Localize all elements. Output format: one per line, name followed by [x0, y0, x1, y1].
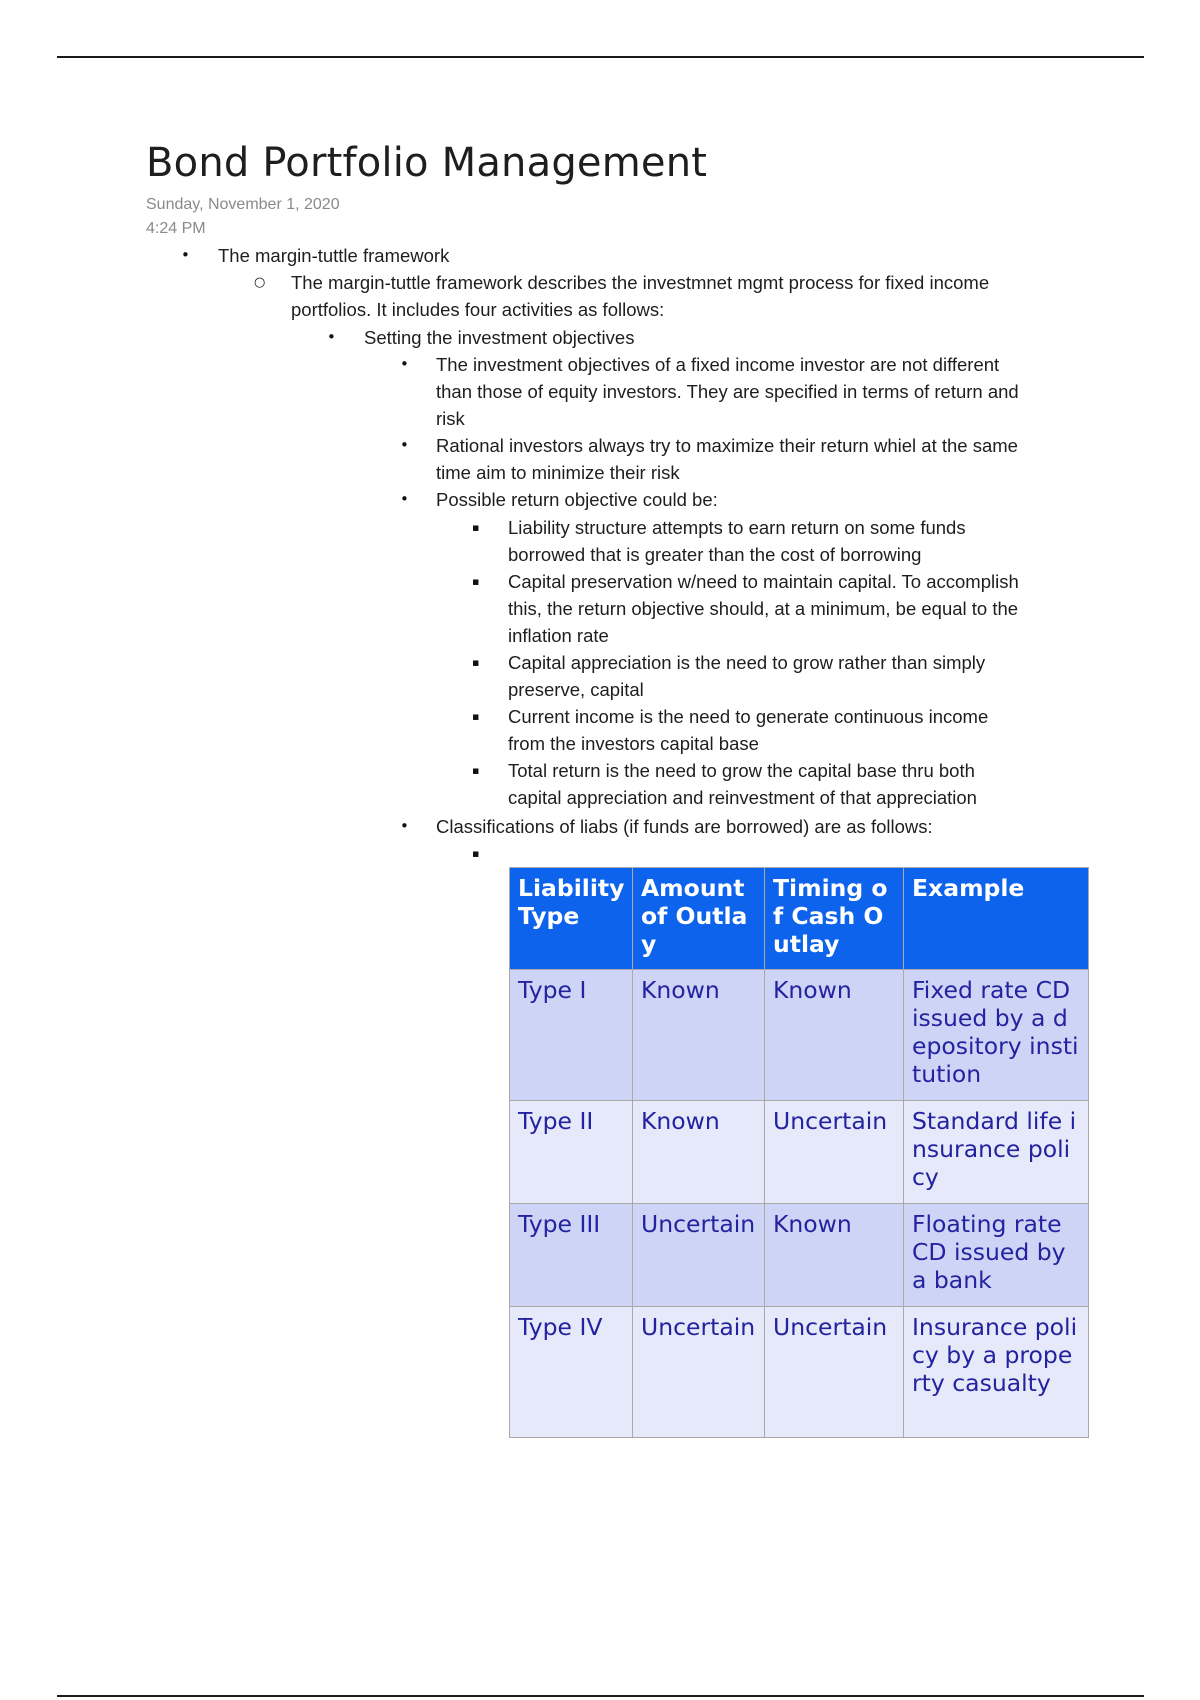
table-row [510, 970, 1089, 1101]
outline-line: Total return is the need to grow the capital base thru both [508, 760, 975, 781]
outline-line: Capital preservation w/need to maintain capital. To accomplish [508, 571, 1019, 592]
outline-item-framework [181, 242, 450, 269]
bottom-rule [57, 1695, 1144, 1697]
header-amount-of-outlay: Amount of Outlay [633, 868, 765, 970]
header-example: Example [904, 868, 1089, 970]
outline-line: risk [436, 408, 465, 429]
outline-line: The investment objectives of a fixed income investor are not different [436, 354, 1000, 375]
cell-liability-type: Type III [510, 1204, 633, 1307]
bullet-disc-icon: • [327, 328, 336, 346]
bullet-disc-icon: • [181, 246, 190, 264]
cell-timing: Known [765, 970, 904, 1101]
outline-line: Possible return objective could be: [436, 489, 718, 510]
cell-amount: Known [633, 970, 765, 1101]
outline-line: Rational investors always try to maximize their return whiel at the same [436, 435, 1018, 456]
bullet-square-icon: ▪ [472, 764, 480, 777]
outline-line: borrowed that is greater than the cost of borrowing [508, 544, 922, 565]
outline-line: The margin-tuttle framework describes the investmnet mgmt process for fixed income [291, 272, 990, 293]
bullet-disc-icon: • [400, 436, 409, 454]
liability-types-table [509, 867, 1089, 1438]
outline-item-capital-appreciation [472, 649, 986, 703]
cell-example: Standard life insurance policy [904, 1101, 1089, 1204]
bullet-square-icon: ▪ [472, 847, 480, 860]
bullet-disc-icon: • [400, 355, 409, 373]
bullet-disc-icon: • [400, 817, 409, 835]
outline-line: this, the return objective should, at a minimum, be equal to the [508, 598, 1019, 619]
cell-timing: Uncertain [765, 1101, 904, 1204]
table-row [510, 1307, 1089, 1438]
cell-example: Insurance policy by a property casualty [904, 1307, 1089, 1438]
cell-liability-type: Type I [510, 970, 633, 1101]
bullet-square-icon: ▪ [472, 710, 480, 723]
header-timing-of-cash-outlay: Timing of Cash Outlay [765, 868, 904, 970]
outline-line: The margin-tuttle framework [218, 245, 450, 266]
cell-amount: Uncertain [633, 1204, 765, 1307]
cell-amount: Uncertain [633, 1307, 765, 1438]
table-row [510, 1204, 1089, 1307]
outline-item-description [254, 269, 990, 323]
header-liability-type: Liability Type [510, 868, 633, 970]
cell-example: Floating rate CD issued by a bank [904, 1204, 1089, 1307]
outline-line: Setting the investment objectives [364, 327, 635, 348]
bullet-square-icon: ▪ [472, 575, 480, 588]
bullet-disc-icon: • [400, 490, 409, 508]
outline-item-current-income [472, 703, 989, 757]
outline-line: portfolios. It includes four activities as follows: [291, 299, 665, 320]
outline-line: time aim to minimize their risk [436, 462, 680, 483]
outline-item-classifications [400, 813, 933, 840]
outline-line: preserve, capital [508, 679, 644, 700]
outline-line: Current income is the need to generate continuous income [508, 706, 989, 727]
cell-liability-type: Type II [510, 1101, 633, 1204]
cell-amount: Known [633, 1101, 765, 1204]
cell-timing: Uncertain [765, 1307, 904, 1438]
outline-item-setting-objectives [327, 324, 635, 351]
table-header-row [510, 868, 1089, 970]
table-row [510, 1101, 1089, 1204]
page-title: Bond Portfolio Management [146, 140, 708, 186]
bullet-square-icon: ▪ [472, 521, 480, 534]
outline-item-liability-structure [472, 514, 966, 568]
cell-example: Fixed rate CD issued by a depository institution [904, 970, 1089, 1101]
outline-line: capital appreciation and reinvestment of that appreciation [508, 787, 977, 808]
outline-line: from the investors capital base [508, 733, 759, 754]
outline-line: Liability structure attempts to earn return on some funds [508, 517, 966, 538]
top-rule [57, 56, 1144, 58]
bullet-circle-icon: ○ [254, 275, 266, 290]
outline-item-total-return [472, 757, 977, 811]
cell-liability-type: Type IV [510, 1307, 633, 1438]
outline-line: than those of equity investors. They are specified in terms of return and [436, 381, 1019, 402]
bullet-square-icon: ▪ [472, 656, 480, 669]
cell-timing: Known [765, 1204, 904, 1307]
page-date: Sunday, November 1, 2020 [146, 196, 340, 213]
outline-item-objectives [400, 351, 1019, 432]
outline-item-capital-preservation [472, 568, 1019, 649]
outline-line: inflation rate [508, 625, 609, 646]
outline-line: Capital appreciation is the need to grow rather than simply [508, 652, 986, 673]
page-time: 4:24 PM [146, 220, 206, 237]
outline-line: Classifications of liabs (if funds are borrowed) are as follows: [436, 816, 933, 837]
outline-item-possible-return [400, 486, 718, 513]
outline-item-rational-investors [400, 432, 1018, 486]
